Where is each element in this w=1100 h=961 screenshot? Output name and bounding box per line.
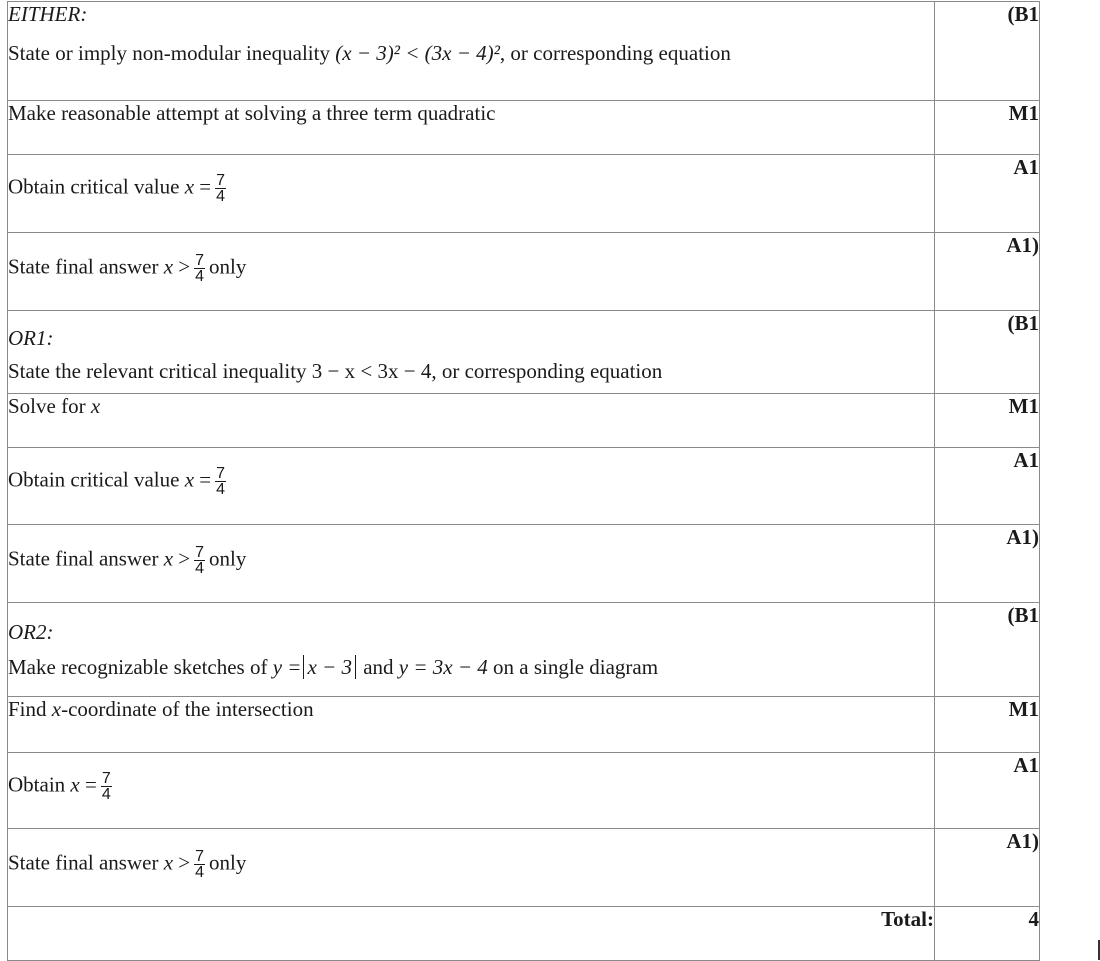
fraction-denominator: 4	[195, 560, 205, 577]
method-label: EITHER:	[8, 2, 88, 26]
mark-cell: M1	[935, 697, 1040, 753]
absolute-value-expression: x − 3	[303, 655, 356, 679]
table-row	[8, 697, 1040, 753]
math-expression: y = 3x − 4	[398, 655, 488, 679]
fraction-denominator: 4	[216, 188, 226, 205]
fraction	[194, 253, 205, 284]
table-row	[8, 311, 1040, 394]
fraction	[215, 466, 226, 497]
operator: >	[173, 850, 191, 875]
fraction	[194, 545, 205, 576]
table-row	[8, 394, 1040, 448]
step-text: State final answer	[8, 546, 164, 571]
operator: =	[194, 467, 212, 492]
fraction-denominator: 4	[216, 481, 226, 498]
step-text-suffix: -coordinate of the intersection	[61, 697, 314, 721]
variable: x	[163, 254, 174, 279]
variable: x	[184, 467, 195, 492]
operator: >	[173, 546, 191, 571]
step-text: Find	[8, 697, 52, 721]
operator: =	[79, 772, 97, 797]
fraction-numerator: 7	[195, 848, 205, 865]
step-description	[8, 603, 935, 697]
table-row	[8, 448, 1040, 525]
mark-cell: A1)	[935, 829, 1040, 907]
fraction-denominator: 4	[101, 786, 111, 803]
table-row	[8, 155, 1040, 233]
total-row	[8, 907, 1040, 961]
mark-scheme-table	[7, 1, 1040, 961]
fraction-numerator: 7	[216, 465, 226, 482]
variable: x	[90, 394, 101, 418]
table-row	[8, 233, 1040, 311]
fraction	[215, 173, 226, 204]
table-row	[8, 603, 1040, 697]
math-expression: 3 − x < 3x − 4	[311, 359, 432, 383]
step-text: Make reasonable attempt at solving a three term quadratic	[8, 101, 496, 125]
table-row	[8, 101, 1040, 155]
math-expression: y =	[272, 655, 302, 679]
mark-cell: A1	[935, 155, 1040, 233]
table-row	[8, 2, 1040, 101]
step-description	[8, 753, 935, 829]
step-description	[8, 101, 935, 155]
step-text-suffix: only	[209, 850, 247, 875]
total-label: Total:	[8, 907, 935, 961]
mark-cell: (B1	[935, 311, 1040, 394]
mark-cell: A1	[935, 448, 1040, 525]
step-text: Solve for	[8, 394, 91, 418]
table-row	[8, 753, 1040, 829]
step-text: Make recognizable sketches of	[8, 655, 273, 679]
fraction-numerator: 7	[195, 252, 205, 269]
step-text-suffix: , or corresponding equation	[431, 359, 663, 383]
total-value: 4	[935, 907, 1040, 961]
mark-cell: (B1	[935, 2, 1040, 101]
variable: x	[163, 546, 174, 571]
math-expression: (x − 3)² < (3x − 4)²	[335, 41, 500, 65]
step-text-suffix: , or corresponding equation	[499, 41, 731, 65]
step-description	[8, 2, 935, 101]
step-text: State final answer	[8, 850, 164, 875]
fraction-numerator: 7	[101, 770, 111, 787]
step-description	[8, 155, 935, 233]
step-description	[8, 311, 935, 394]
step-description	[8, 394, 935, 448]
variable: x	[70, 772, 80, 797]
mark-cell: A1)	[935, 525, 1040, 603]
step-description	[8, 233, 935, 311]
step-text: Obtain critical value	[8, 174, 185, 199]
fraction	[101, 771, 112, 802]
method-label: OR1:	[8, 326, 54, 350]
operator: =	[194, 174, 212, 199]
mark-cell: (B1	[935, 603, 1040, 697]
fraction	[194, 849, 205, 880]
connector-text: and	[357, 655, 399, 679]
step-text: State or imply non-modular inequality	[8, 41, 336, 65]
fraction-denominator: 4	[195, 864, 205, 881]
variable: x	[163, 850, 174, 875]
step-text: Obtain critical value	[8, 467, 185, 492]
operator: >	[173, 254, 191, 279]
edge-divider	[1098, 940, 1100, 960]
step-text: State final answer	[8, 254, 164, 279]
table-row	[8, 829, 1040, 907]
step-text-suffix: only	[209, 546, 247, 571]
variable: x	[184, 174, 195, 199]
step-text: Obtain	[8, 772, 71, 797]
fraction-numerator: 7	[216, 172, 226, 189]
step-description	[8, 829, 935, 907]
table-row	[8, 525, 1040, 603]
step-description	[8, 448, 935, 525]
step-text-suffix: on a single diagram	[487, 655, 659, 679]
variable: x	[51, 697, 62, 721]
step-text: State the relevant critical inequality	[8, 359, 312, 383]
mark-cell: A1	[935, 753, 1040, 829]
method-label: OR2:	[8, 620, 54, 644]
step-description	[8, 525, 935, 603]
fraction-numerator: 7	[195, 544, 205, 561]
fraction-denominator: 4	[195, 268, 205, 285]
step-text-suffix: only	[209, 254, 247, 279]
mark-cell: A1)	[935, 233, 1040, 311]
step-description	[8, 697, 935, 753]
mark-cell: M1	[935, 394, 1040, 448]
mark-cell: M1	[935, 101, 1040, 155]
